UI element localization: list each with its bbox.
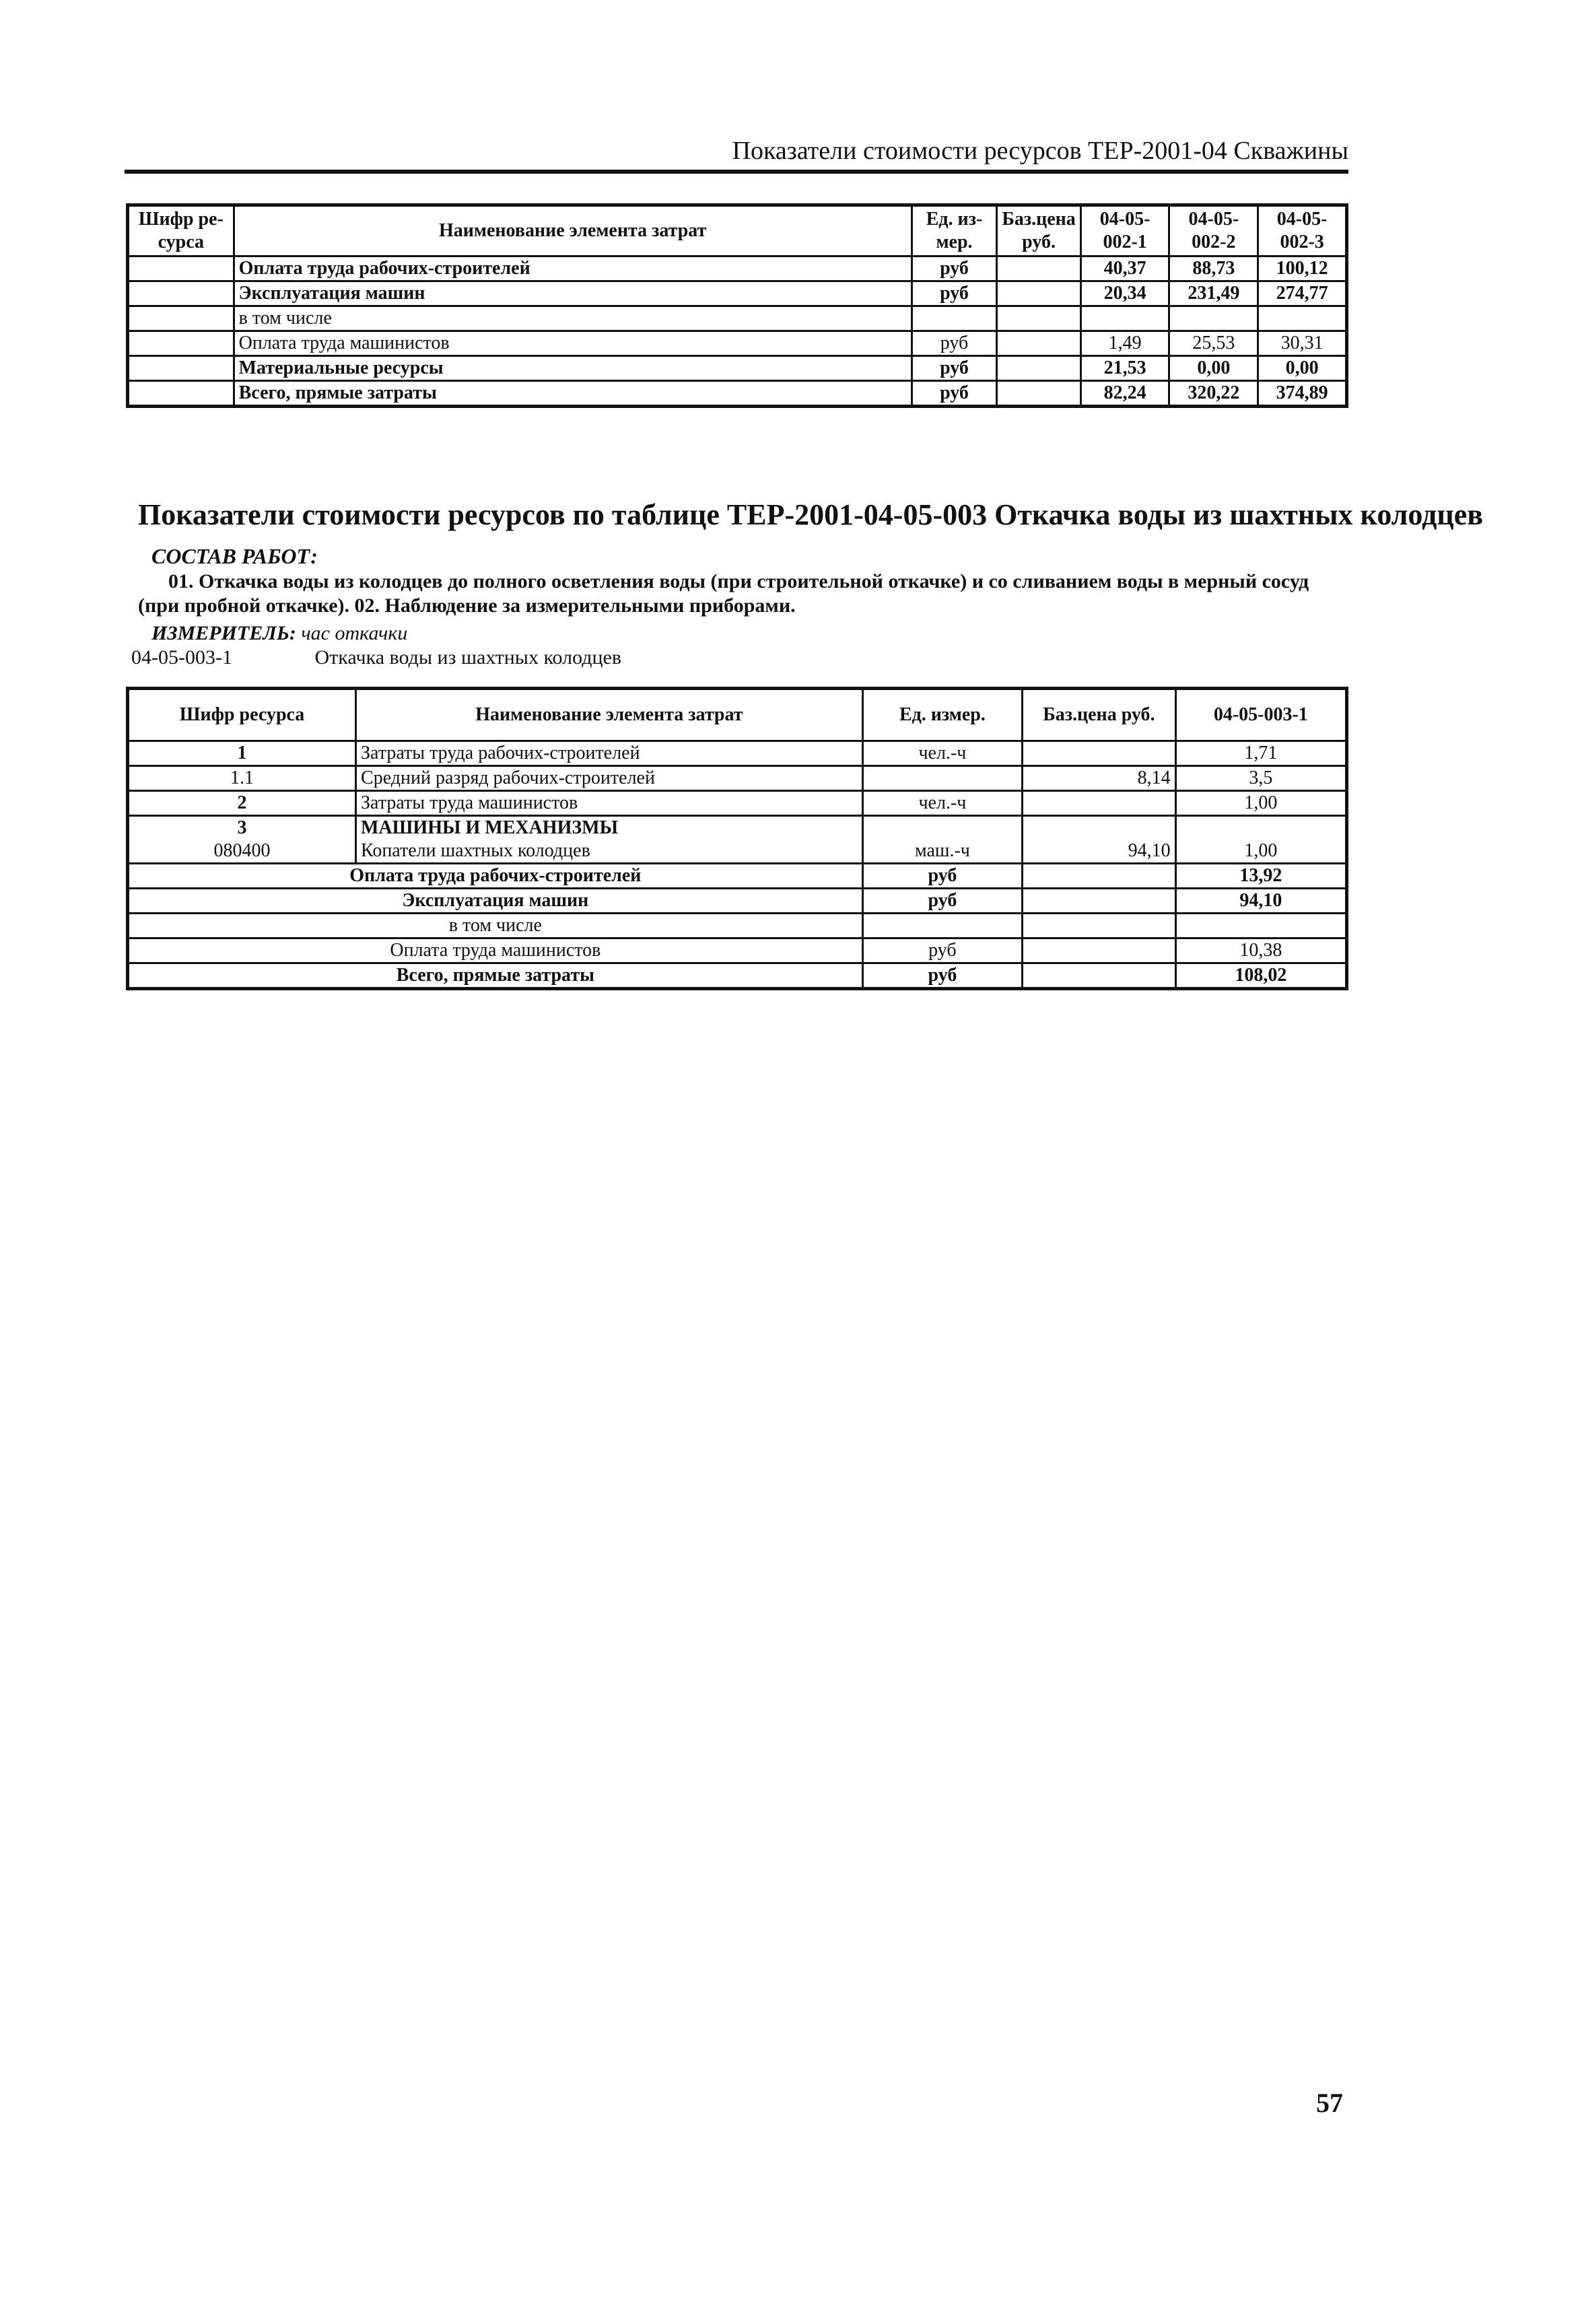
row-unit: руб <box>912 356 997 381</box>
row-unit: руб <box>912 381 997 407</box>
summary-value: 13,92 <box>1175 864 1346 889</box>
table-row <box>128 766 1347 791</box>
header-code: Шифр ресурса <box>128 689 356 741</box>
row-name: Средний разряд рабочих-строителей <box>356 766 863 791</box>
row-value-1: 21,53 <box>1080 356 1169 381</box>
row-value-3: 100,12 <box>1258 257 1347 281</box>
header-unit: Ед. из-мер. <box>912 205 997 257</box>
summary-row <box>128 864 1347 889</box>
table-row <box>128 257 1347 281</box>
row-value-1: 40,37 <box>1080 257 1169 281</box>
row-value-2: 320,22 <box>1169 381 1258 407</box>
row-name: Оплата труда машинистов <box>234 331 912 356</box>
table-row <box>128 791 1347 816</box>
summary-name: Всего, прямые затраты <box>128 963 863 989</box>
table-row <box>128 331 1347 356</box>
measure-label: ИЗМЕРИТЕЛЬ: <box>151 622 296 644</box>
row-value-1: 1,49 <box>1080 331 1169 356</box>
item-name: Откачка воды из шахтных колодцев <box>314 646 622 669</box>
summary-value: 94,10 <box>1175 889 1346 914</box>
row-code: 3 <box>237 817 247 838</box>
header-col-002-1: 04-05-002-1 <box>1080 205 1169 257</box>
header-unit: Ед. измер. <box>862 689 1022 741</box>
row-code-group <box>128 816 356 864</box>
row-code: 1.1 <box>128 766 356 791</box>
summary-row <box>128 914 1347 938</box>
row-value: 1,71 <box>1175 741 1346 766</box>
row-code: 080400 <box>213 840 271 861</box>
row-value-2: 231,49 <box>1169 281 1258 306</box>
row-value-3: 274,77 <box>1258 281 1347 306</box>
row-name: Материальные ресурсы <box>234 356 912 381</box>
item-code: 04-05-003-1 <box>131 646 232 669</box>
summary-unit: руб <box>862 963 1022 989</box>
table-header-row <box>128 205 1347 257</box>
row-unit: руб <box>912 257 997 281</box>
composition-label: СОСТАВ РАБОТ: <box>151 544 318 568</box>
running-header: Показатели стоимости ресурсов ТЕР-2001-04 Скважины <box>125 135 1348 174</box>
row-price: 94,10 <box>1023 816 1176 864</box>
header-base-price: Баз.цена руб. <box>1023 689 1176 741</box>
row-value-2: 88,73 <box>1169 257 1258 281</box>
row-name: Копатели шахтных колодцев <box>361 840 590 861</box>
row-value-2: 0,00 <box>1169 356 1258 381</box>
table-row <box>128 816 1347 864</box>
page-number: 57 <box>1316 2088 1343 2118</box>
header-col-002-3: 04-05-002-3 <box>1258 205 1347 257</box>
row-value-2: 25,53 <box>1169 331 1258 356</box>
table-header-row <box>128 689 1347 741</box>
summary-row <box>128 889 1347 914</box>
row-unit: чел.-ч <box>862 741 1022 766</box>
measure-line <box>151 621 407 646</box>
row-value-1: 82,24 <box>1080 381 1169 407</box>
row-unit: руб <box>912 281 997 306</box>
row-value: 1,00 <box>1175 816 1346 864</box>
header-name: Наименование элемента затрат <box>234 205 912 257</box>
composition-text: 01. Откачка воды из колодцев до полного осветления воды (при строительной откачке) и со сливанием воды в мерный сосуд (при пробной откачке). 02. Наблюдение за измерительными приборами. <box>138 570 1309 617</box>
summary-name: Оплата труда машинистов <box>128 938 863 963</box>
table-row <box>128 381 1347 407</box>
summary-value: 108,02 <box>1175 963 1346 989</box>
row-name: Затраты труда машинистов <box>356 791 863 816</box>
item-line <box>131 645 621 671</box>
row-name-group <box>356 816 863 864</box>
row-price <box>1023 741 1176 766</box>
table-row <box>128 356 1347 381</box>
row-code: 2 <box>128 791 356 816</box>
row-value-3: 374,89 <box>1258 381 1347 407</box>
summary-name: в том числе <box>128 914 863 938</box>
row-unit: чел.-ч <box>862 791 1022 816</box>
row-name: Оплата труда рабочих-строителей <box>234 257 912 281</box>
table-row <box>128 306 1347 331</box>
summary-name: Эксплуатация машин <box>128 889 863 914</box>
row-name: Затраты труда рабочих-строителей <box>356 741 863 766</box>
row-value-3: 30,31 <box>1258 331 1347 356</box>
row-unit: маш.-ч <box>862 816 1022 864</box>
row-unit <box>862 766 1022 791</box>
summary-value: 10,38 <box>1175 938 1346 963</box>
row-value: 1,00 <box>1175 791 1346 816</box>
summary-row <box>128 963 1347 989</box>
table-row <box>128 741 1347 766</box>
resource-cost-table-002 <box>126 203 1348 408</box>
row-unit: руб <box>912 331 997 356</box>
row-name: Эксплуатация машин <box>234 281 912 306</box>
row-code: 1 <box>128 741 356 766</box>
summary-row <box>128 938 1347 963</box>
row-name: МАШИНЫ И МЕХАНИЗМЫ <box>361 817 619 838</box>
header-base-price: Баз.цена руб. <box>997 205 1080 257</box>
row-price: 8,14 <box>1023 766 1176 791</box>
row-value: 3,5 <box>1175 766 1346 791</box>
summary-unit: руб <box>862 889 1022 914</box>
row-name: в том числе <box>234 306 912 331</box>
measure-value: час откачки <box>301 622 408 644</box>
row-value-1: 20,34 <box>1080 281 1169 306</box>
header-col-002-2: 04-05-002-2 <box>1169 205 1258 257</box>
summary-unit: руб <box>862 864 1022 889</box>
summary-name: Оплата труда рабочих-строителей <box>128 864 863 889</box>
table-row <box>128 281 1347 306</box>
header-code: Шифр ре-сурса <box>128 205 234 257</box>
section-title: Показатели стоимости ресурсов по таблице ТЕР-2001-04-05-003 Откачка воды из шахтных колодцев <box>138 498 1484 531</box>
header-col-003-1: 04-05-003-1 <box>1175 689 1346 741</box>
header-name: Наименование элемента затрат <box>356 689 863 741</box>
row-name: Всего, прямые затраты <box>234 381 912 407</box>
resource-cost-table-003 <box>126 687 1348 990</box>
row-value-3: 0,00 <box>1258 356 1347 381</box>
row-price <box>1023 791 1176 816</box>
summary-unit: руб <box>862 938 1022 963</box>
